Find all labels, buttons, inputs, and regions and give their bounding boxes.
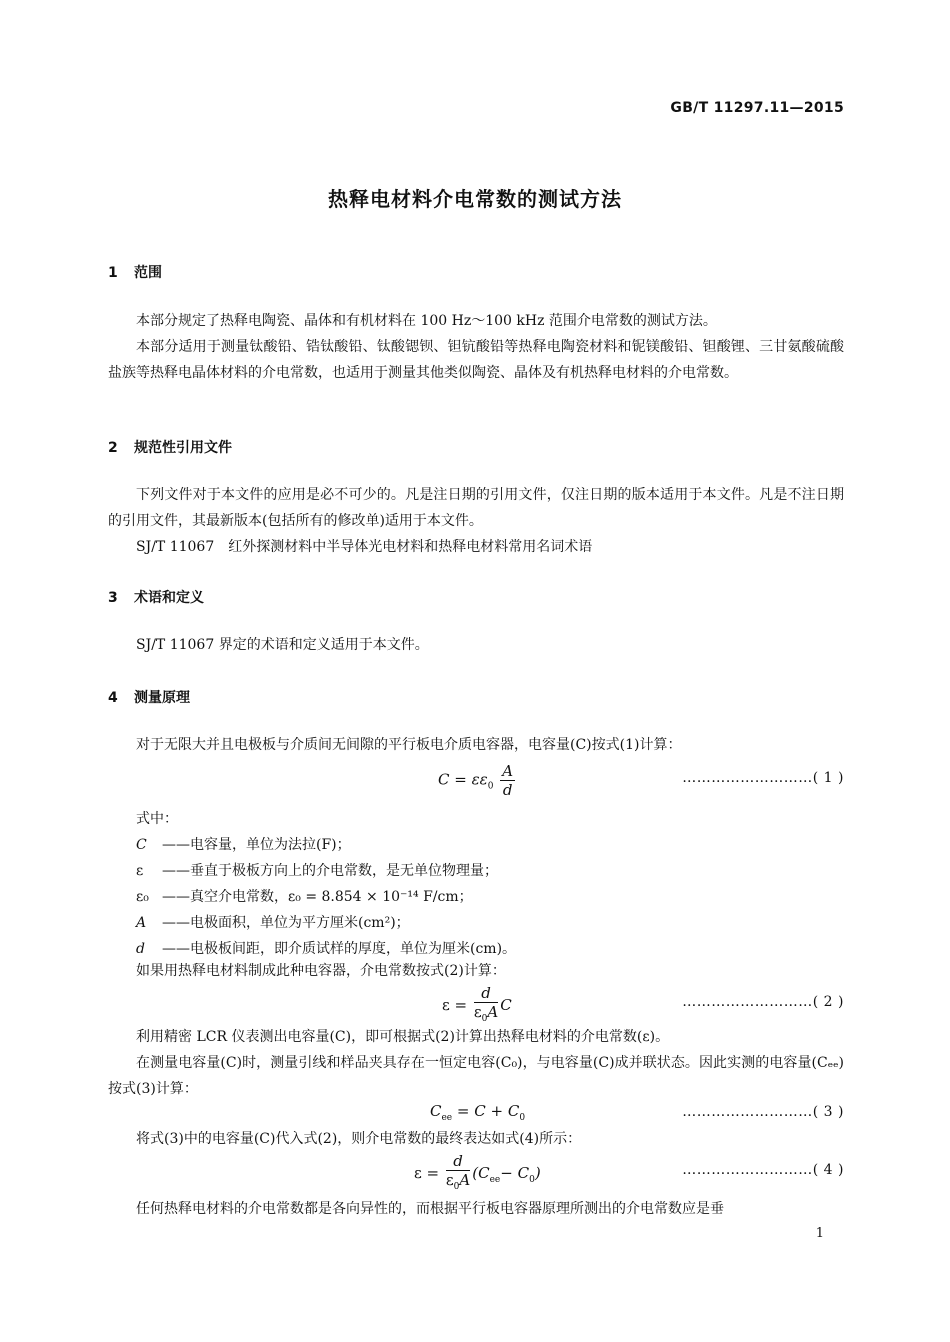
s2-paragraph-1: 下列文件对于本文件的应用是必不可少的。凡是注日期的引用文件，仅注日期的版本适用于本文件。凡是不注日期的引用文件，其最新版本(包括所有的修改单)适用于本文件。 [108, 487, 844, 529]
section-1-heading [108, 262, 162, 282]
formula-3: $C_{ee} = C + C_0$ [430, 1102, 526, 1123]
s4-paragraph-2: 如果用热释电材料制成此种电容器，介电常数按式(2)计算： [136, 963, 506, 979]
s4-paragraph-6: 任何热释电材料的介电常数都是各向异性的，而根据平行板电容器原理所测出的介电常数应是垂 [136, 1201, 724, 1217]
symbol-definitions [136, 832, 516, 962]
section-3-heading [108, 587, 204, 607]
s1-paragraph-1: 本部分规定了热释电陶瓷、晶体和有机材料在 100 Hz～100 kHz 范围介电常数的测试方法。 [136, 313, 717, 329]
section-number: 2 [108, 440, 118, 456]
definition-row: d ——电极板间距，即介质试样的厚度，单位为厘米(cm)。 [136, 941, 517, 957]
formula-1: $C = \varepsilon\varepsilon_0$ $\frac{A}{d}$ [438, 762, 514, 799]
s4-paragraph-1: 对于无限大并且电极板与介质间无间隙的平行板电介质电容器，电容量(C)按式(1)计算： [136, 737, 682, 753]
document-title: 热释电材料介电常数的测试方法 [328, 187, 622, 211]
s4-paragraph-5: 将式(3)中的电容量(C)代入式(2)，则介电常数的最终表达如式(4)所示： [136, 1131, 582, 1147]
section-number: 1 [108, 265, 118, 281]
s3-paragraph-1: SJ/T 11067 界定的术语和定义适用于本文件。 [136, 637, 429, 653]
section-number: 4 [108, 690, 118, 706]
section-2-heading [108, 437, 232, 457]
definition-row: C ——电容量，单位为法拉(F)； [136, 837, 351, 853]
section-title: 规范性引用文件 [134, 440, 232, 456]
formula-4: ε = $\frac{d}{\varepsilon_0A}$ $(C_{ee}- C_0)$ [414, 1152, 541, 1192]
section-title: 测量原理 [134, 690, 190, 706]
section-number: 3 [108, 590, 118, 606]
definition-row: A ——电极面积，单位为平方厘米(cm²)； [136, 915, 410, 931]
s2-reference: SJ/T 11067 红外探测材料中半导体光电材料和热释电材料常用名词术语 [136, 539, 593, 555]
equation-number-1: ………………………( 1 ) [682, 770, 844, 786]
definition-row: ε₀ ——真空介电常数，ε₀ = 8.854 × 10⁻¹⁴ F/cm； [136, 889, 473, 905]
section-title: 范围 [134, 265, 162, 281]
s4-paragraph-3: 利用精密 LCR 仪表测出电容量(C)，即可根据式(2)计算出热释电材料的介电常数(ε)。 [136, 1029, 670, 1045]
section-title: 术语和定义 [134, 590, 204, 606]
standard-code: GB/T 11297.11—2015 [670, 100, 844, 116]
section-4-heading [108, 687, 190, 707]
s4-paragraph-4: 在测量电容量(C)时，测量引线和样品夹具存在一恒定电容(C₀)，与电容量(C)成并联状态。因此实测的电容量(Cₑₑ)按式(3)计算： [108, 1055, 844, 1097]
equation-number-3: ………………………( 3 ) [682, 1104, 844, 1120]
equation-number-2: ………………………( 2 ) [682, 994, 844, 1010]
s1-paragraph-2: 本部分适用于测量钛酸铅、锆钛酸铅、钛酸锶钡、钽钪酸铅等热释电陶瓷材料和铌镁酸铅、钽酸锂、三甘氨酸硫酸盐族等热释电晶体材料的介电常数，也适用于测量其他类似陶瓷、晶体及有机热释电材料的介电常数。 [108, 339, 844, 381]
where-label: 式中： [136, 811, 178, 827]
page-number: 1 [815, 1226, 824, 1241]
formula-2: ε = $\frac{d}{\varepsilon_0A}$ C [442, 984, 512, 1024]
equation-number-4: ………………………( 4 ) [682, 1162, 844, 1178]
definition-row: ε ——垂直于极板方向上的介电常数，是无单位物理量； [136, 863, 498, 879]
